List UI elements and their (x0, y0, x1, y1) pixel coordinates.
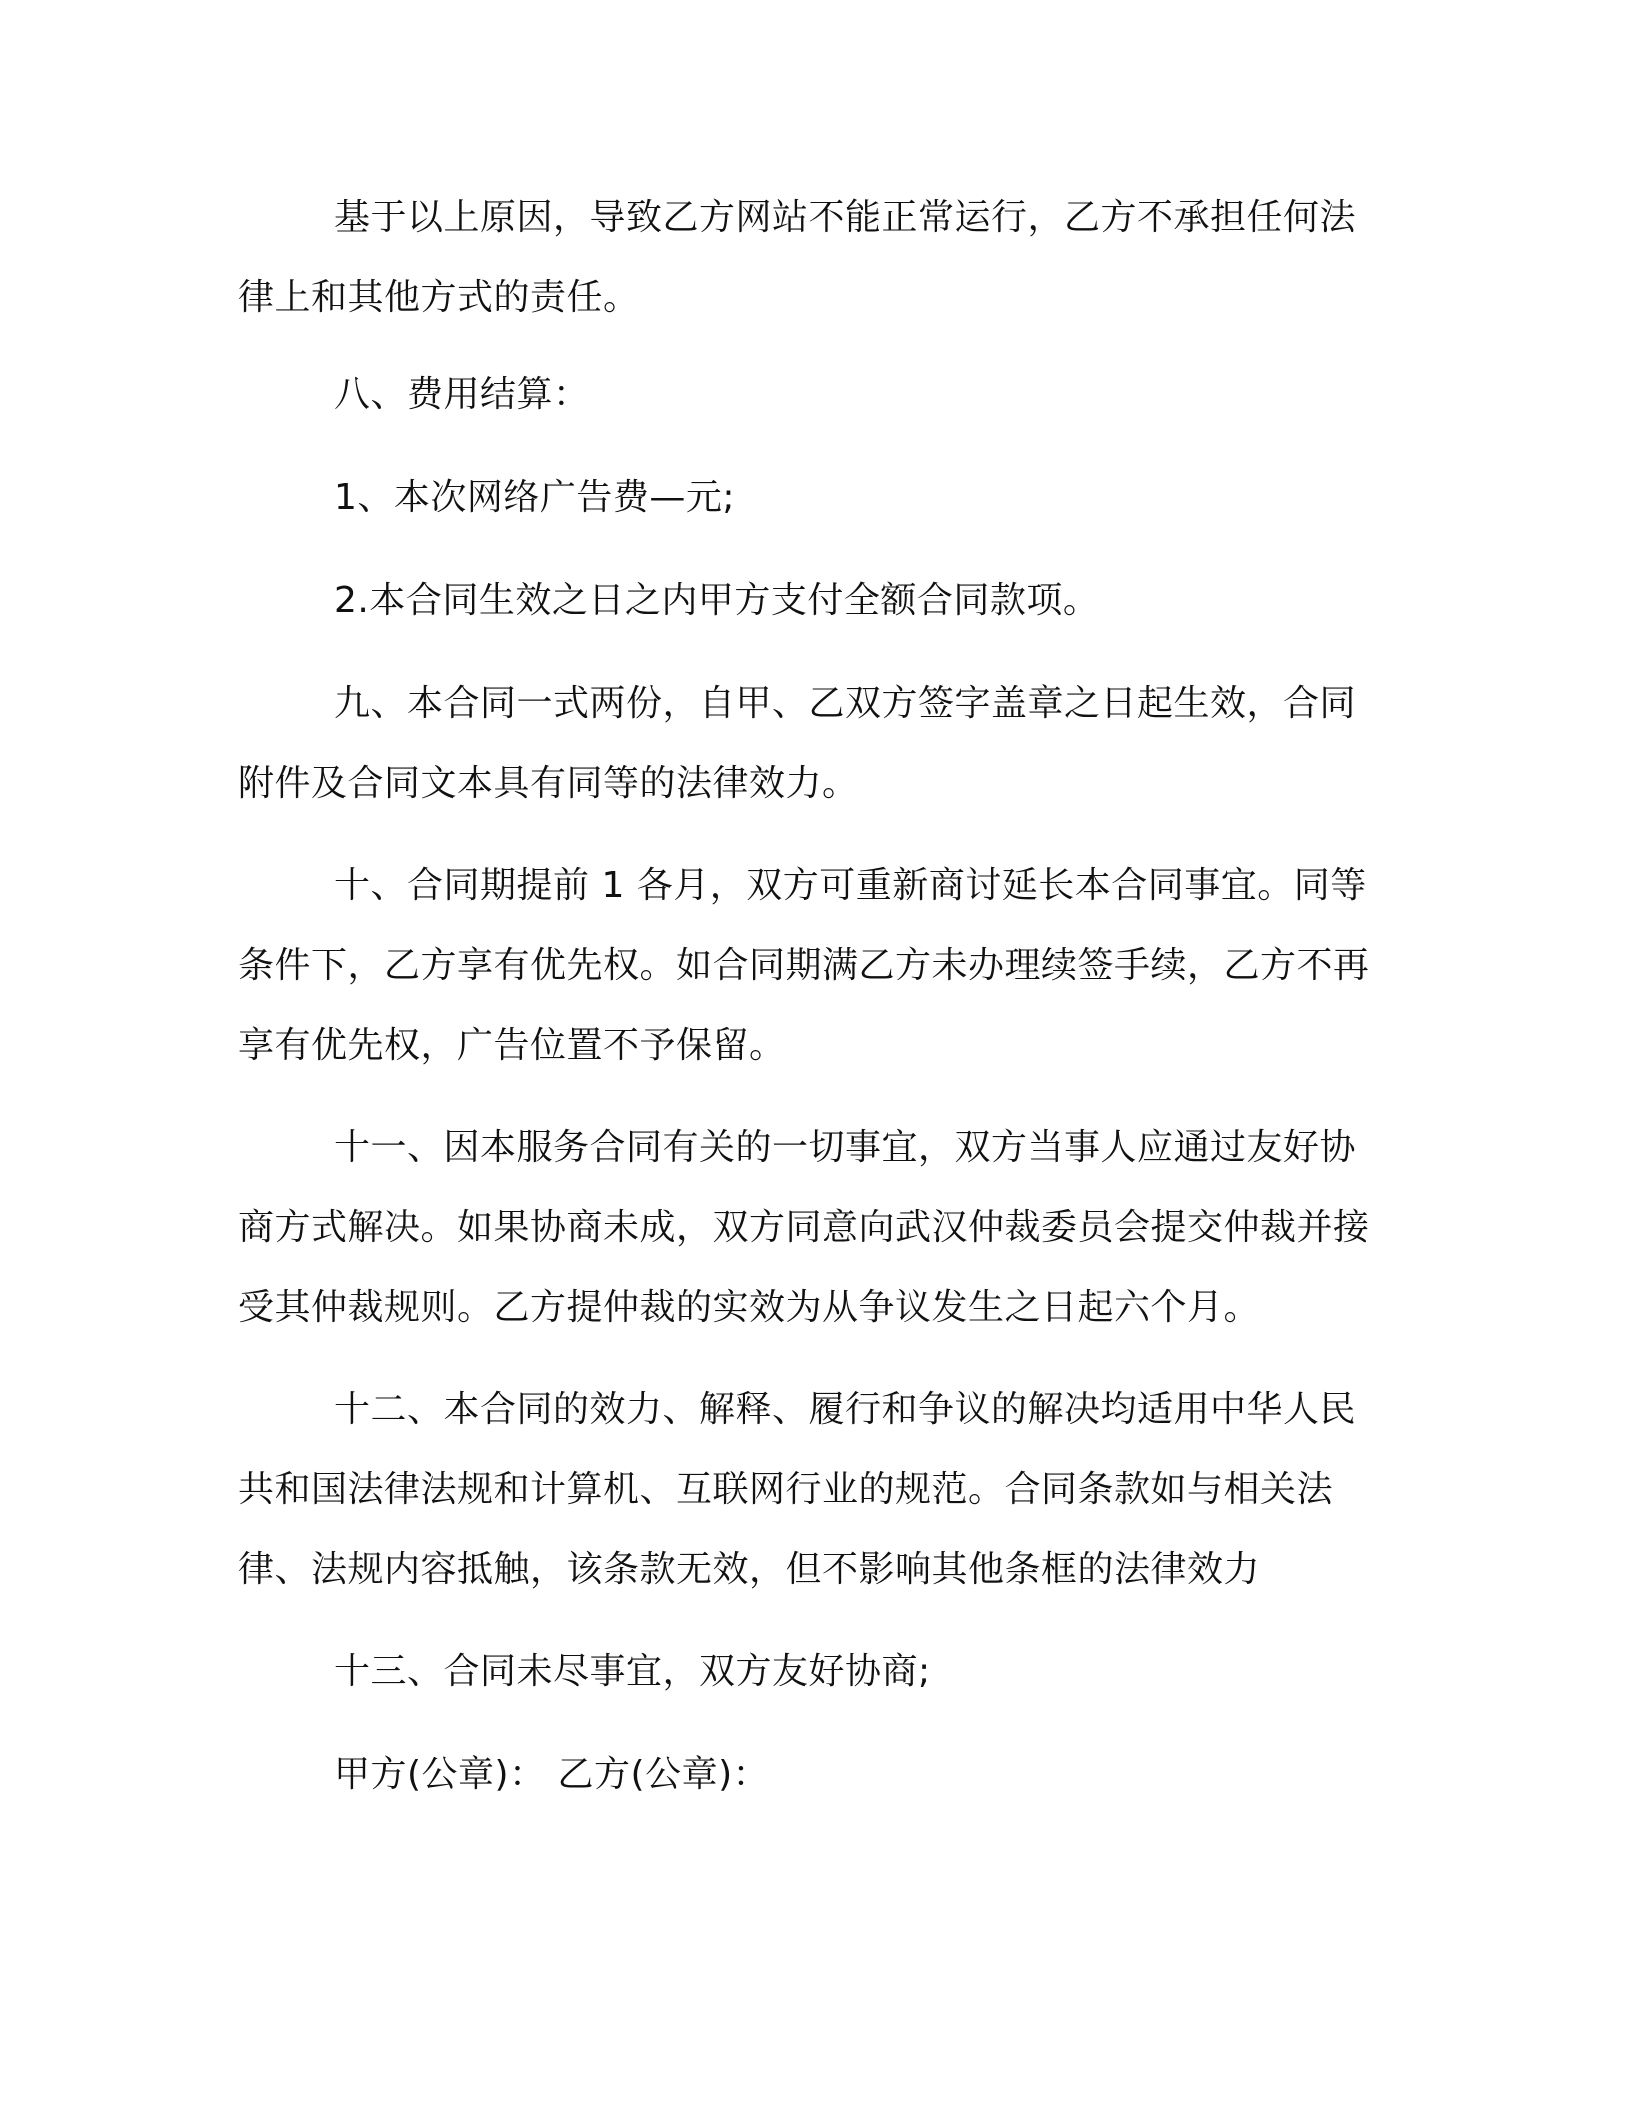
section-heading-fee-settlement: 八、费用结算： (334, 374, 590, 415)
paragraph-clause-thirteen: 十三、合同未尽事宜，双方友好协商; (334, 1651, 931, 1692)
list-item-payment: 2.本合同生效之日之内甲方支付全额合同款项。 (334, 580, 1100, 621)
paragraph-clause-twelve: 十二、本合同的效力、解释、履行和争议的解决均适用中华人民共和国法律法规和计算机、互联网行业的规范。合同条款如与相关法律、法规内容抵触，该条款无效，但不影响其他条框的法律效力 (238, 1389, 1357, 1590)
paragraph-clause-nine: 九、本合同一式两份，自甲、乙双方签字盖章之日起生效，合同附件及合同文本具有同等的法律效力。 (238, 683, 1357, 804)
paragraph-liability: 基于以上原因，导致乙方网站不能正常运行，乙方不承担任何法律上和其他方式的责任。 (238, 197, 1357, 318)
paragraph-clause-ten: 十、合同期提前 1 各月，双方可重新商讨延长本合同事宜。同等条件下，乙方享有优先权。如合同期满乙方未办理续签手续，乙方不再享有优先权，广告位置不予保留。 (238, 865, 1370, 1066)
paragraph-clause-eleven: 十一、因本服务合同有关的一切事宜，双方当事人应通过友好协商方式解决。如果协商未成，双方同意向武汉仲裁委员会提交仲裁并接受其仲裁规则。乙方提仲裁的实效为从争议发生之日起六个月。 (238, 1127, 1370, 1328)
list-item-ad-fee: 1、本次网络广告费—元; (334, 477, 736, 518)
signature-line: 甲方(公章)： 乙方(公章)： (334, 1754, 770, 1795)
